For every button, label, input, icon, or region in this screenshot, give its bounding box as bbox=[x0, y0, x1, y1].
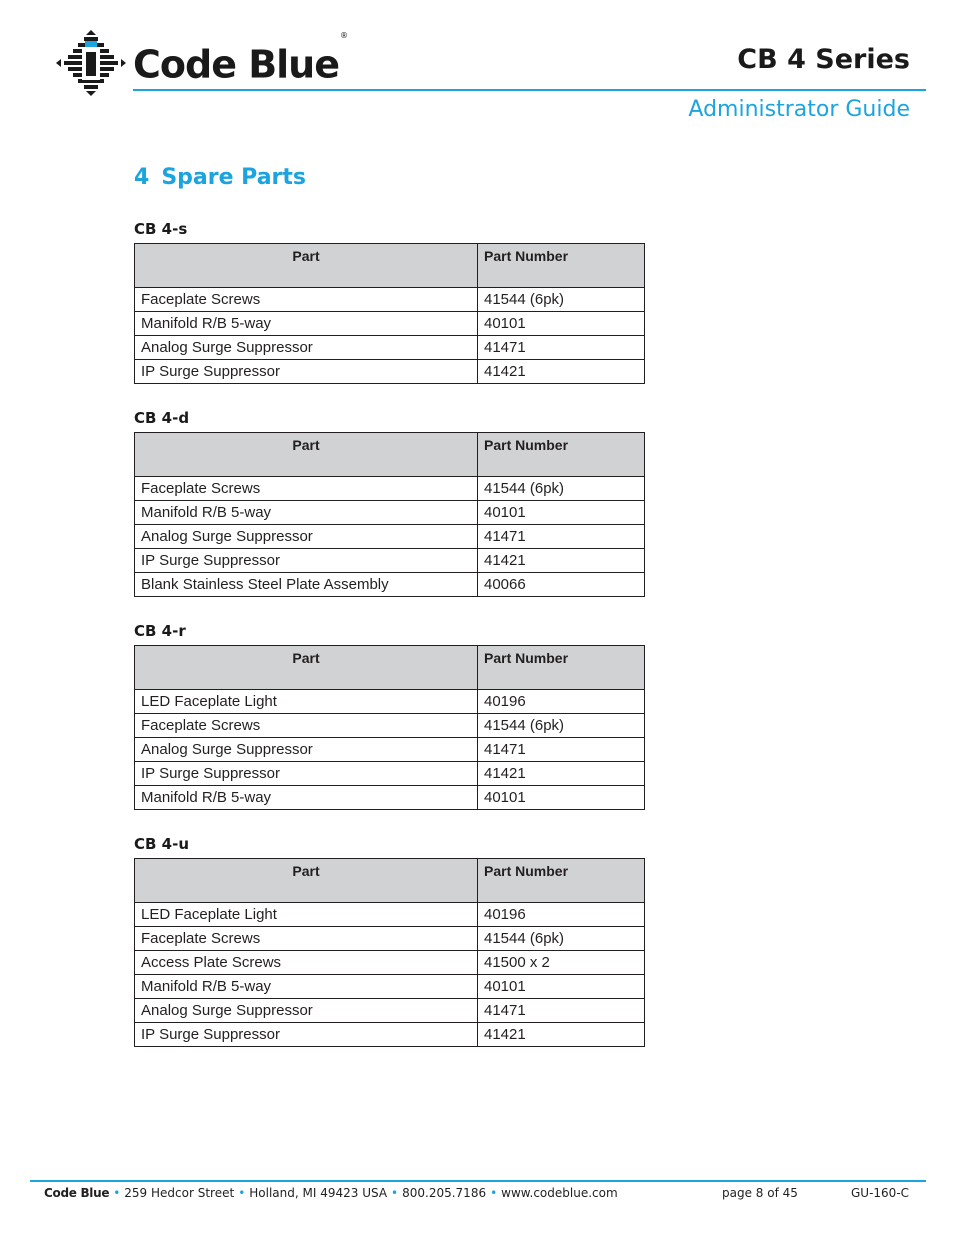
series-title: CB 4 Series bbox=[737, 44, 910, 75]
column-header-part: Part bbox=[135, 859, 478, 903]
column-header-part: Part bbox=[135, 433, 478, 477]
part-cell: IP Surge Suppressor bbox=[135, 762, 478, 786]
part-cell: Analog Surge Suppressor bbox=[135, 999, 478, 1023]
part-cell: Faceplate Screws bbox=[135, 288, 478, 312]
part-number-cell: 40101 bbox=[478, 501, 645, 525]
footer-divider bbox=[30, 1180, 926, 1182]
part-cell: Manifold R/B 5-way bbox=[135, 312, 478, 336]
part-number-cell: 41471 bbox=[478, 336, 645, 360]
column-header-part-number: Part Number bbox=[478, 433, 645, 477]
part-number-cell: 41471 bbox=[478, 525, 645, 549]
part-number-cell: 40066 bbox=[478, 573, 645, 597]
part-number-cell: 41421 bbox=[478, 762, 645, 786]
footer-phone: 800.205.7186 bbox=[402, 1186, 487, 1200]
table-row bbox=[135, 360, 645, 384]
part-cell: Manifold R/B 5-way bbox=[135, 501, 478, 525]
parts-table-cb4s bbox=[134, 243, 645, 384]
part-cell: Access Plate Screws bbox=[135, 951, 478, 975]
code-blue-logo-icon bbox=[56, 30, 126, 96]
table-title-cb4s: CB 4-s bbox=[134, 220, 188, 238]
column-header-part-number: Part Number bbox=[478, 244, 645, 288]
parts-table-cb4u bbox=[134, 858, 645, 1047]
part-number-cell: 41500 x 2 bbox=[478, 951, 645, 975]
part-cell: Manifold R/B 5-way bbox=[135, 786, 478, 810]
table-row bbox=[135, 714, 645, 738]
table-row bbox=[135, 786, 645, 810]
part-cell: Analog Surge Suppressor bbox=[135, 738, 478, 762]
table-row bbox=[135, 573, 645, 597]
column-header-part: Part bbox=[135, 244, 478, 288]
table-row bbox=[135, 999, 645, 1023]
table-row bbox=[135, 525, 645, 549]
footer-street: 259 Hedcor Street bbox=[124, 1186, 235, 1200]
table-row bbox=[135, 477, 645, 501]
table-header-row bbox=[135, 859, 645, 903]
footer-website[interactable]: www.codeblue.com bbox=[501, 1186, 618, 1200]
part-cell: IP Surge Suppressor bbox=[135, 1023, 478, 1047]
table-row bbox=[135, 336, 645, 360]
part-cell: Faceplate Screws bbox=[135, 714, 478, 738]
parts-table-cb4r bbox=[134, 645, 645, 810]
part-cell: Faceplate Screws bbox=[135, 927, 478, 951]
part-number-cell: 41421 bbox=[478, 360, 645, 384]
part-number-cell: 41544 (6pk) bbox=[478, 288, 645, 312]
column-header-part: Part bbox=[135, 646, 478, 690]
footer-separator: • bbox=[238, 1186, 246, 1200]
table-row bbox=[135, 903, 645, 927]
table-row bbox=[135, 951, 645, 975]
document-code: GU-160-C bbox=[851, 1186, 910, 1200]
table-row bbox=[135, 288, 645, 312]
table-title-cb4u: CB 4-u bbox=[134, 835, 190, 853]
footer-separator: • bbox=[391, 1186, 399, 1200]
table-row bbox=[135, 1023, 645, 1047]
table-title-cb4d: CB 4-d bbox=[134, 409, 190, 427]
table-row bbox=[135, 927, 645, 951]
part-number-cell: 41471 bbox=[478, 999, 645, 1023]
table-row bbox=[135, 738, 645, 762]
part-cell: Analog Surge Suppressor bbox=[135, 525, 478, 549]
table-row bbox=[135, 312, 645, 336]
table-row bbox=[135, 501, 645, 525]
parts-table-cb4d bbox=[134, 432, 645, 597]
part-number-cell: 41471 bbox=[478, 738, 645, 762]
part-number-cell: 41544 (6pk) bbox=[478, 477, 645, 501]
part-number-cell: 40196 bbox=[478, 690, 645, 714]
table-row bbox=[135, 549, 645, 573]
table-header-row bbox=[135, 433, 645, 477]
table-row bbox=[135, 762, 645, 786]
section-heading: 4 Spare Parts bbox=[134, 165, 307, 190]
part-number-cell: 40101 bbox=[478, 975, 645, 999]
footer-brand: Code Blue bbox=[44, 1186, 110, 1200]
part-number-cell: 41421 bbox=[478, 1023, 645, 1047]
part-number-cell: 40196 bbox=[478, 903, 645, 927]
table-row bbox=[135, 975, 645, 999]
page-number: page 8 of 45 bbox=[722, 1186, 798, 1200]
part-number-cell: 41421 bbox=[478, 549, 645, 573]
part-number-cell: 41544 (6pk) bbox=[478, 927, 645, 951]
column-header-part-number: Part Number bbox=[478, 646, 645, 690]
brand-wordmark: Code Blue® bbox=[133, 31, 348, 87]
part-cell: Faceplate Screws bbox=[135, 477, 478, 501]
footer-separator: • bbox=[113, 1186, 121, 1200]
part-cell: IP Surge Suppressor bbox=[135, 360, 478, 384]
part-cell: Analog Surge Suppressor bbox=[135, 336, 478, 360]
header-divider bbox=[133, 89, 926, 91]
column-header-part-number: Part Number bbox=[478, 859, 645, 903]
part-number-cell: 40101 bbox=[478, 786, 645, 810]
table-row bbox=[135, 690, 645, 714]
part-number-cell: 40101 bbox=[478, 312, 645, 336]
footer-address bbox=[44, 1186, 618, 1200]
footer-city: Holland, MI 49423 USA bbox=[249, 1186, 388, 1200]
part-cell: LED Faceplate Light bbox=[135, 690, 478, 714]
table-header-row bbox=[135, 244, 645, 288]
part-number-cell: 41544 (6pk) bbox=[478, 714, 645, 738]
footer-separator: • bbox=[490, 1186, 498, 1200]
table-header-row bbox=[135, 646, 645, 690]
part-cell: Manifold R/B 5-way bbox=[135, 975, 478, 999]
table-title-cb4r: CB 4-r bbox=[134, 622, 186, 640]
part-cell: IP Surge Suppressor bbox=[135, 549, 478, 573]
part-cell: Blank Stainless Steel Plate Assembly bbox=[135, 573, 478, 597]
guide-subtitle: Administrator Guide bbox=[688, 97, 910, 122]
part-cell: LED Faceplate Light bbox=[135, 903, 478, 927]
